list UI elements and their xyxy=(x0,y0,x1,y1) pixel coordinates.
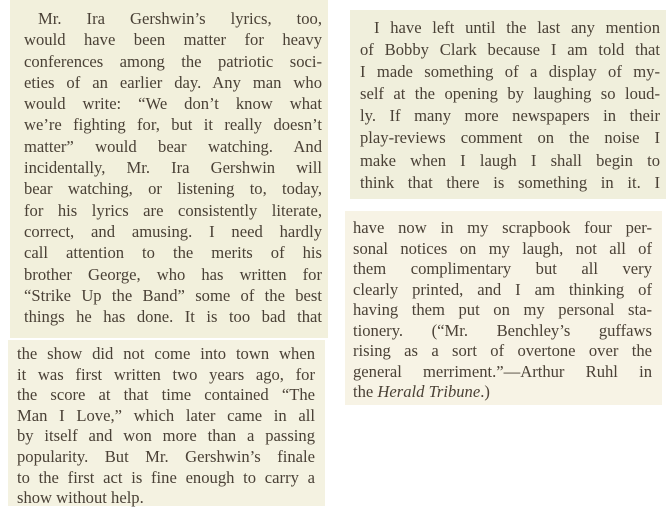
text-line: self at the opening by laughing so loud- xyxy=(360,84,660,104)
text-line: show without help. xyxy=(17,488,144,508)
text-line: think that there is something in it. I xyxy=(360,172,660,192)
text-line: conferences among the patriotic soci- xyxy=(24,51,322,71)
text-line: the show did not come into town when xyxy=(17,344,315,363)
clipping-left-bottom xyxy=(8,340,325,506)
text-line: Man I Love,” which later came in all xyxy=(17,405,315,425)
text-line: brother George, who has written for xyxy=(24,264,322,284)
text-line: would have been matter for heavy xyxy=(24,30,322,50)
text-line: the score at that time contained “The xyxy=(17,385,315,405)
text-fragment: the xyxy=(353,382,378,401)
text-line: rising as a sort of overtone over the xyxy=(353,341,652,360)
text-line: things he has done. It is too bad that xyxy=(24,307,322,327)
text-line: having them put on my personal sta- xyxy=(353,300,652,319)
text-line: make when I laugh I shall begin to xyxy=(360,150,660,170)
text-line: I have left until the last any mention xyxy=(374,18,660,37)
text-line: call attention to the merits of his xyxy=(24,243,322,263)
text-line: them complimentary but all very xyxy=(353,259,652,278)
text-line: correct, and amusing. I need hardly xyxy=(24,221,322,241)
text-line: tionery. (“Mr. Benchley’s guffaws xyxy=(353,320,652,340)
text-line: bear watching, or listening to, today, xyxy=(24,179,322,199)
text-line: by itself and won more than a passing xyxy=(17,426,315,446)
publication-name: Herald Tribune xyxy=(377,382,481,401)
text-line: sonal notices on my laugh, not all of xyxy=(353,238,652,258)
clipping-right-bottom xyxy=(345,211,662,405)
text-line: I made something of a display of my- xyxy=(360,62,660,82)
text-line: we’re fighting for, but it really doesn’t xyxy=(24,115,322,135)
text-line: to the first act is fine enough to carry a xyxy=(17,467,315,487)
text-line: clearly printed, and I am thinking of xyxy=(353,279,652,299)
clipping-left-top xyxy=(10,0,328,338)
clipping-text xyxy=(353,218,652,382)
text-line: have now in my scrapbook four per- xyxy=(353,218,652,237)
text-line: “Strike Up the Band” some of the best xyxy=(24,285,322,305)
text-line: play-reviews comment on the noise I xyxy=(360,128,660,148)
text-line: ly. If many more newspapers in their xyxy=(360,106,660,126)
text-fragment: .) xyxy=(480,382,490,401)
text-line: incidentally, Mr. Ira Gershwin will xyxy=(24,158,322,178)
text-line: general merriment.”—Arthur Ruhl in xyxy=(353,361,652,381)
text-line: it was first written two years ago, for xyxy=(17,364,315,384)
text-line xyxy=(353,382,652,403)
text-line: popularity. But Mr. Gershwin’s finale xyxy=(17,446,315,466)
clipping-right-top xyxy=(350,10,666,199)
text-line: for his lyrics are consistently literate, xyxy=(24,200,322,220)
text-line: eties of an earlier day. Any man who xyxy=(24,72,322,92)
text-line: of Bobby Clark because I am told that xyxy=(360,40,660,60)
text-line: Mr. Ira Gershwin’s lyrics, too, xyxy=(38,9,322,28)
text-line: would write: “We don’t know what xyxy=(24,94,322,114)
text-line: matter” would bear watching. And xyxy=(24,136,322,156)
